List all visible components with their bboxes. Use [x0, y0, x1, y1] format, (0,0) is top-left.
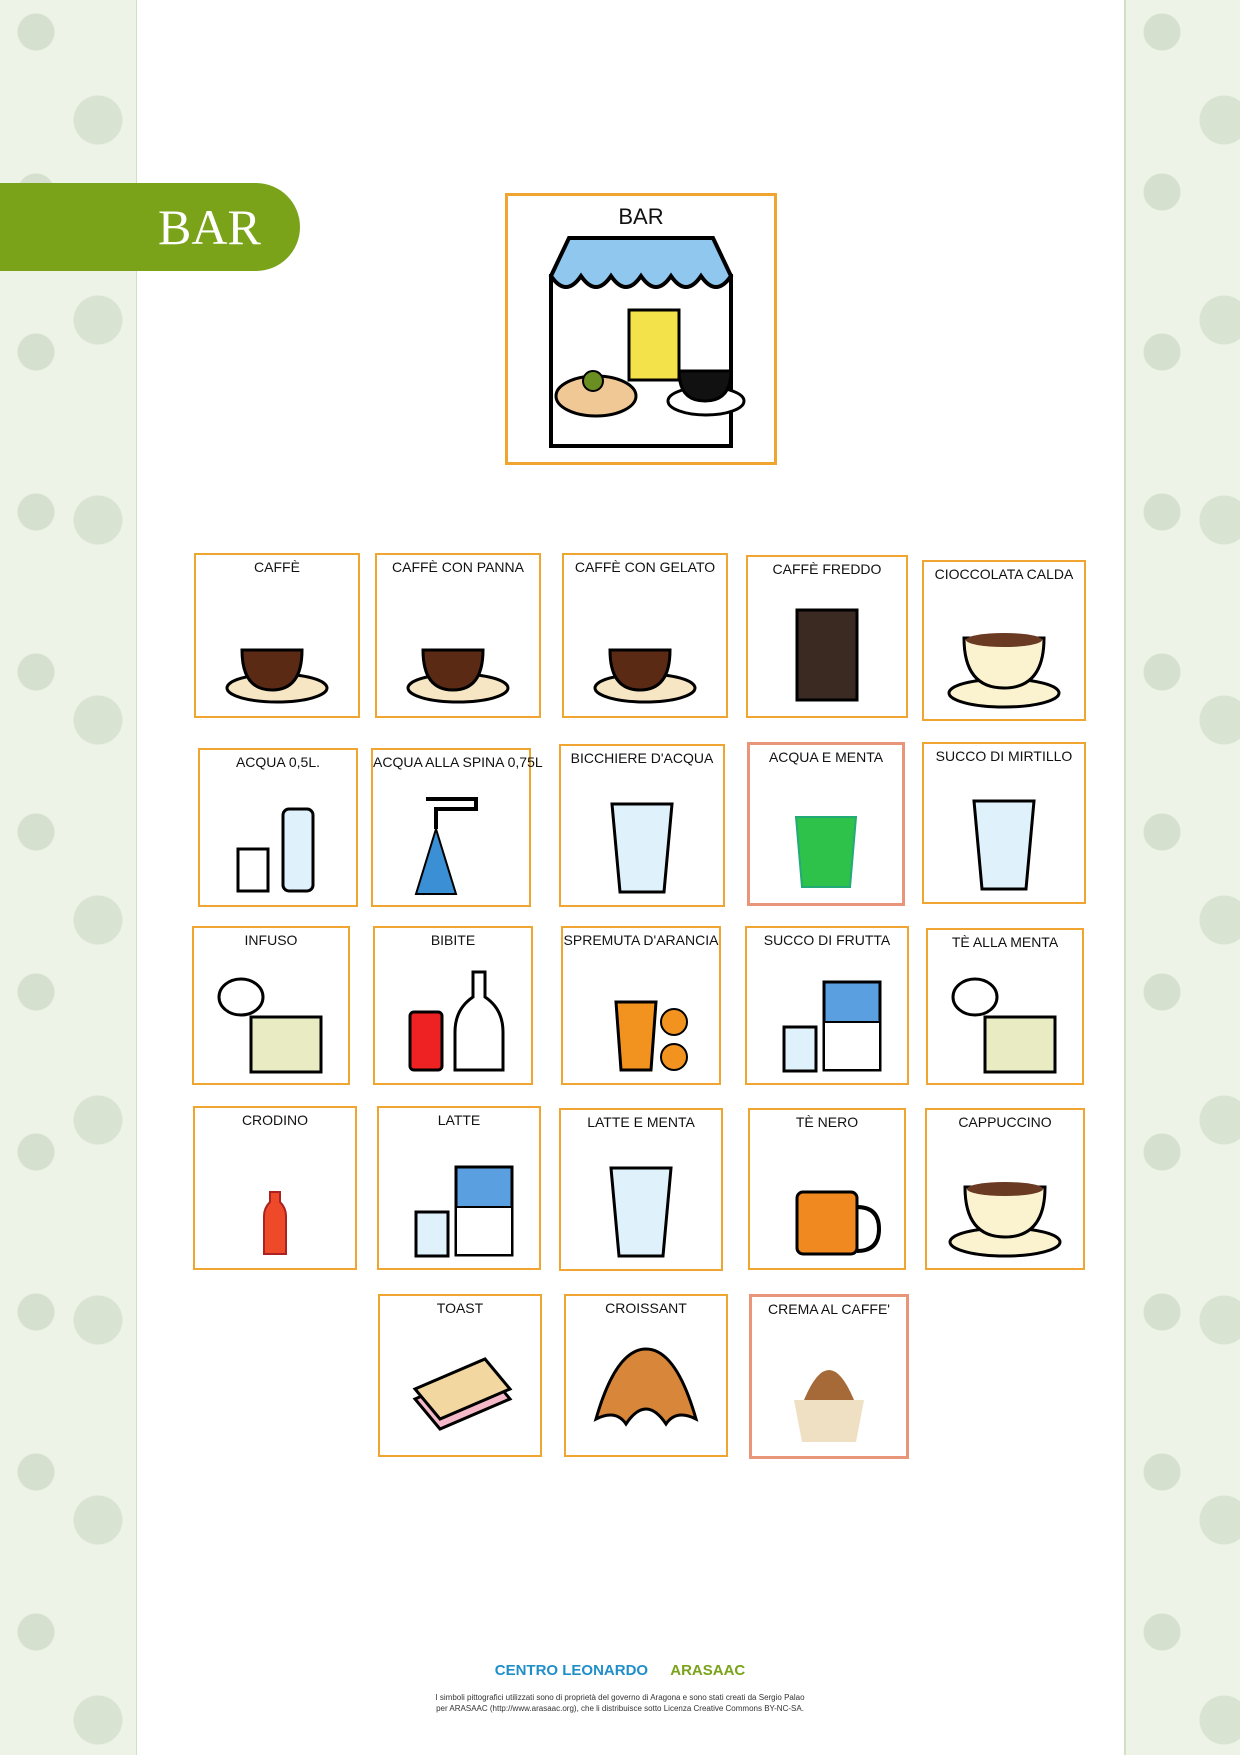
card-label: ACQUA E MENTA: [768, 749, 884, 765]
card-label: CAFFÈ: [254, 559, 300, 575]
card-latte[interactable]: [377, 1106, 541, 1270]
card-caffè[interactable]: [194, 553, 360, 718]
card-label: LATTE: [437, 1112, 481, 1128]
card-cappuccino[interactable]: [925, 1108, 1085, 1270]
card-crema-al-caffe[interactable]: [749, 1294, 909, 1459]
orange-juice-icon: [576, 967, 706, 1077]
fruit-juice-icon: [762, 967, 892, 1077]
milk-mint-icon: [576, 1153, 706, 1263]
card-label: BIBITE: [430, 932, 476, 948]
card-croissant[interactable]: [564, 1294, 728, 1457]
water-tap-icon: [386, 789, 516, 899]
card-succo-di-mirtillo[interactable]: [922, 742, 1086, 904]
hero-label: BAR: [618, 204, 664, 229]
card-acqua-0-5l[interactable]: [198, 748, 358, 907]
toast-icon: [395, 1339, 525, 1449]
card-label: BICCHIERE D'ACQUA: [570, 750, 714, 766]
card-label: CIOCCOLATA CALDA: [934, 566, 1074, 582]
card-label: CAFFÈ CON PANNA: [392, 559, 524, 575]
water-bottle-icon: [213, 789, 343, 899]
black-tea-icon: [762, 1152, 892, 1262]
card-caffè-freddo[interactable]: [746, 555, 908, 718]
card-label: CAFFÈ CON GELATO: [574, 559, 716, 575]
card-label: CROISSANT: [605, 1300, 687, 1316]
cappuccino-icon: [940, 1152, 1070, 1262]
coffee-icecream-icon: [580, 600, 710, 710]
infusion-icon: [206, 967, 336, 1077]
card-label: ACQUA ALLA SPINA 0,75L: [373, 754, 543, 770]
credits-line-1: I simboli pittografici utilizzati sono di proprietà del governo di Aragona e sono stati creati da Sergio Palao: [435, 1693, 805, 1702]
mint-water-icon: [761, 787, 891, 897]
milk-carton-icon: [394, 1152, 524, 1262]
card-label: CREMA AL CAFFE': [768, 1301, 890, 1317]
coffee-cream-dessert-icon: [764, 1340, 894, 1450]
card-cioccolata-calda[interactable]: [922, 560, 1086, 721]
card-label: CAPPUCCINO: [958, 1114, 1052, 1130]
water-glass-icon: [577, 789, 707, 899]
decorative-side-panel-right: [1124, 0, 1240, 1755]
hot-chocolate-icon: [939, 603, 1069, 713]
card-label: INFUSO: [244, 932, 298, 948]
card-infuso[interactable]: [192, 926, 350, 1085]
coffee-cream-icon: [393, 600, 523, 710]
card-acqua-alla-spina-0-75l[interactable]: [371, 748, 543, 907]
centro-leonardo-logo: CENTRO LEONARDO: [494, 1662, 649, 1679]
credits: [0, 1692, 1240, 1714]
card-label: ACQUA 0,5L.: [235, 754, 321, 770]
soft-drinks-icon: [388, 967, 518, 1077]
arasaac-logo: ARASAAC: [670, 1662, 746, 1679]
banner-title: BAR: [158, 199, 261, 255]
card-tè-alla-menta[interactable]: [926, 928, 1084, 1085]
card-tè-nero[interactable]: [748, 1108, 906, 1270]
hero-card-bar[interactable]: [505, 193, 777, 465]
iced-coffee-icon: [762, 600, 892, 710]
coffee-cup-icon: [212, 600, 342, 710]
card-label: SUCCO DI MIRTILLO: [935, 748, 1073, 764]
card-crodino[interactable]: [193, 1106, 357, 1270]
section-banner: [0, 183, 300, 271]
card-label: TÈ NERO: [795, 1114, 859, 1130]
card-toast[interactable]: [378, 1294, 542, 1457]
card-label: CAFFÈ FREDDO: [772, 561, 882, 577]
card-latte-e-menta[interactable]: [559, 1108, 723, 1271]
card-label: LATTE E MENTA: [587, 1114, 695, 1130]
card-succo-di-frutta[interactable]: [745, 926, 909, 1085]
card-spremuta-d-arancia[interactable]: [561, 926, 721, 1085]
card-caffè-con-panna[interactable]: [375, 553, 541, 718]
card-bibite[interactable]: [373, 926, 533, 1085]
card-label: CRODINO: [241, 1112, 309, 1128]
bar-shop-icon: [521, 236, 761, 456]
croissant-icon: [581, 1339, 711, 1449]
card-label: SUCCO DI FRUTTA: [763, 932, 891, 948]
card-label: TÈ ALLA MENTA: [951, 934, 1059, 950]
crodino-bottle-icon: [210, 1152, 340, 1262]
card-label: TOAST: [436, 1300, 484, 1316]
card-label: SPREMUTA D'ARANCIA: [563, 932, 719, 948]
mint-tea-icon: [940, 967, 1070, 1077]
card-bicchiere-d-acqua[interactable]: [559, 744, 725, 907]
blueberry-juice-icon: [939, 786, 1069, 896]
card-acqua-e-menta[interactable]: [747, 742, 905, 906]
credits-line-2: per ARASAAC (http://www.arasaac.org), che li distribuisce sotto Licenza Creative Commons BY-NC-SA.: [436, 1704, 804, 1713]
footer-logos: [0, 1662, 1240, 1679]
card-caffè-con-gelato[interactable]: [562, 553, 728, 718]
